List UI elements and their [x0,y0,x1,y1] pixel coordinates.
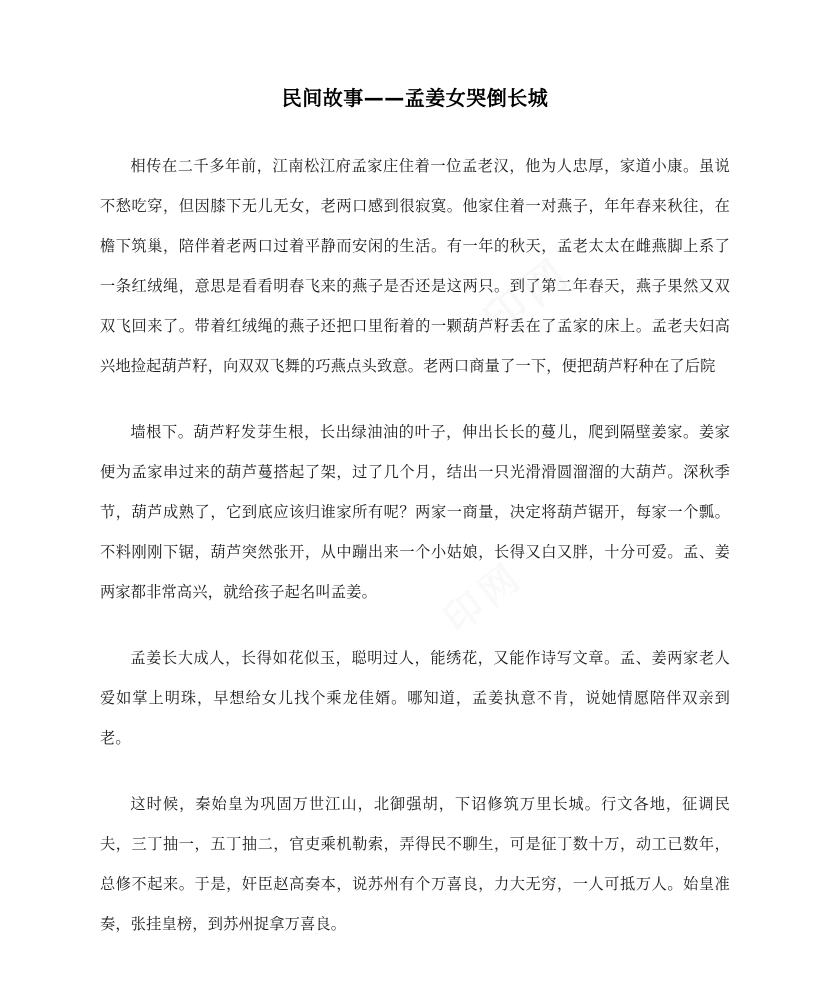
watermark-text-primary: 印网 [474,247,581,345]
paragraph: 这时候，秦始皇为巩固万世江山，北御强胡，下诏修筑万里长城。行文各地，征调民夫，三丁抽一，五丁抽二，官吏乘机勒索，弄得民不聊生，可是征丁数十万，动工已数年，总修不起来。于是，奸臣赵高奏本，说苏州有个万喜良，力大无穷，一人可抵万人。始皇准奏，张挂皇榜，到苏州捉拿万喜良。 [100,795,730,933]
paragraph: 墙根下。葫芦籽发芽生根，长出绿油油的叶子，伸出长长的蔓儿，爬到隔壁姜家。姜家便为孟家串过来的葫芦蔓搭起了架，过了几个月，结出一只光滑滑圆溜溜的大葫芦。深秋季节，葫芦成熟了，它到底应该归谁家所有呢？两家一商量，决定将葫芦锯开，每家一个瓢。不料刚刚下锯，葫芦突然张开，从中蹦出来一个小姑娘，长得又白又胖，十分可爱。孟、姜两家都非常高兴，就给孩子起名叫孟姜。 [100,423,730,601]
document-body [100,146,730,944]
paragraph: 孟姜长大成人，长得如花似玉，聪明过人，能绣花，又能作诗写文章。孟、姜两家老人爱如掌上明珠，早想给女儿找个乘龙佳婿。哪知道，孟姜执意不肯，说她情愿陪伴双亲到老。 [100,649,730,747]
paragraph: 相传在二千多年前，江南松江府孟家庄住着一位孟老汉，他为人忠厚，家道小康。虽说不愁吃穿，但因膝下无儿无女，老两口感到很寂寞。他家住着一对燕子，年年春来秋往，在檐下筑巢，陪伴着老两口过着平静而安闲的生活。有一年的秋天，孟老太太在雌燕脚上系了一条红绒绳，意思是看看明春飞来的燕子是否还是这两只。到了第二年春天，燕子果然又双双飞回来了。带着红绒绳的燕子还把口里衔着的一颗葫芦籽丢在了孟家的床上。孟老夫妇高兴地捡起葫芦籽，向双双飞舞的巧燕点头致意。老两口商量了一下，便把葫芦籽种在了后院 [100,157,730,375]
document-title: 民间故事——孟姜女哭倒长城 [281,86,549,110]
